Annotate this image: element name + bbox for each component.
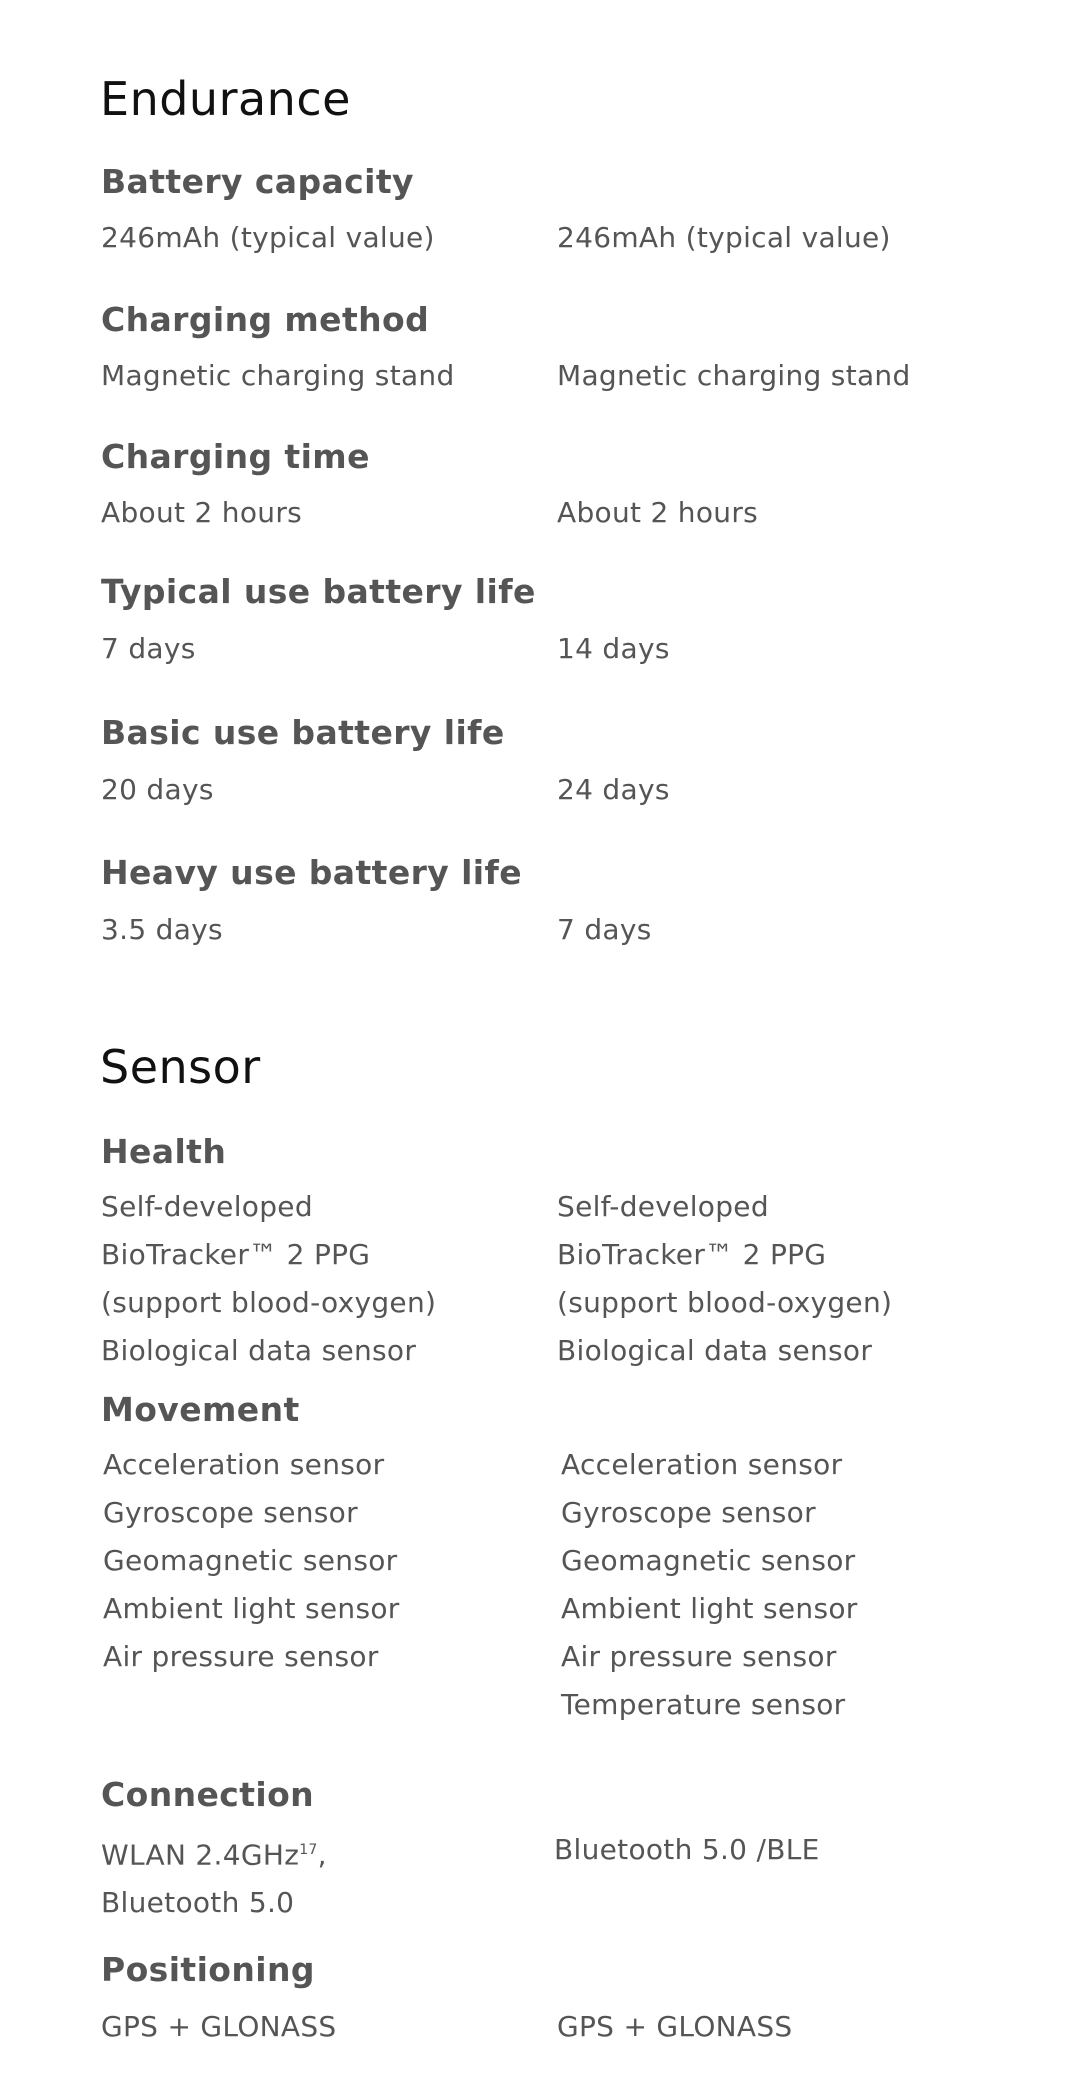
health-value-b: Self-developed BioTracker™ 2 PPG (support blood-oxygen) Biological data sensor [557, 1190, 893, 1367]
spec-label-heavy-use-battery-life: Heavy use battery life [101, 853, 523, 892]
health-value-a: Self-developed BioTracker™ 2 PPG (support blood-oxygen) Biological data sensor [101, 1190, 437, 1367]
basic-use-value-a: 20 days [101, 773, 214, 806]
spec-label-movement: Movement [101, 1390, 300, 1429]
section-title-sensor: Sensor [100, 1040, 261, 1094]
heavy-use-value-b: 7 days [557, 913, 652, 946]
spec-label-typical-use-battery-life: Typical use battery life [101, 572, 536, 611]
connection-value-b: Bluetooth 5.0 /BLE [554, 1833, 820, 1866]
typical-use-value-a: 7 days [101, 632, 196, 665]
charging-method-value-b: Magnetic charging stand [557, 359, 911, 392]
spec-label-charging-time: Charging time [101, 437, 370, 476]
connection-value-a [101, 1826, 327, 1927]
typical-use-value-b: 14 days [557, 632, 670, 665]
spec-label-charging-method: Charging method [101, 300, 430, 339]
basic-use-value-b: 24 days [557, 773, 670, 806]
charging-time-value-a: About 2 hours [101, 496, 303, 529]
positioning-value-b: GPS + GLONASS [557, 2010, 793, 2043]
battery-capacity-value-b: 246mAh (typical value) [557, 221, 891, 254]
charging-time-value-b: About 2 hours [557, 496, 759, 529]
positioning-value-a: GPS + GLONASS [101, 2010, 337, 2043]
connection-value-a-line1: WLAN 2.4GHz [101, 1838, 300, 1872]
heavy-use-value-a: 3.5 days [101, 913, 223, 946]
spec-label-battery-capacity: Battery capacity [101, 162, 414, 201]
spec-label-basic-use-battery-life: Basic use battery life [101, 713, 505, 752]
spec-label-health: Health [101, 1132, 227, 1171]
connection-value-a-suffix: , [317, 1838, 327, 1872]
spec-label-connection: Connection [101, 1775, 315, 1814]
movement-value-a: Acceleration sensor Gyroscope sensor Geomagnetic sensor Ambient light sensor Air pressure sensor [103, 1448, 400, 1673]
charging-method-value-a: Magnetic charging stand [101, 359, 455, 392]
section-title-endurance: Endurance [100, 72, 351, 126]
footnote-marker: 17 [299, 1842, 318, 1858]
battery-capacity-value-a: 246mAh (typical value) [101, 221, 435, 254]
connection-value-a-line2: Bluetooth 5.0 [101, 1886, 295, 1920]
spec-label-positioning: Positioning [101, 1950, 315, 1989]
movement-value-b: Acceleration sensor Gyroscope sensor Geomagnetic sensor Ambient light sensor Air pressure sensor Temperature sensor [561, 1448, 858, 1721]
